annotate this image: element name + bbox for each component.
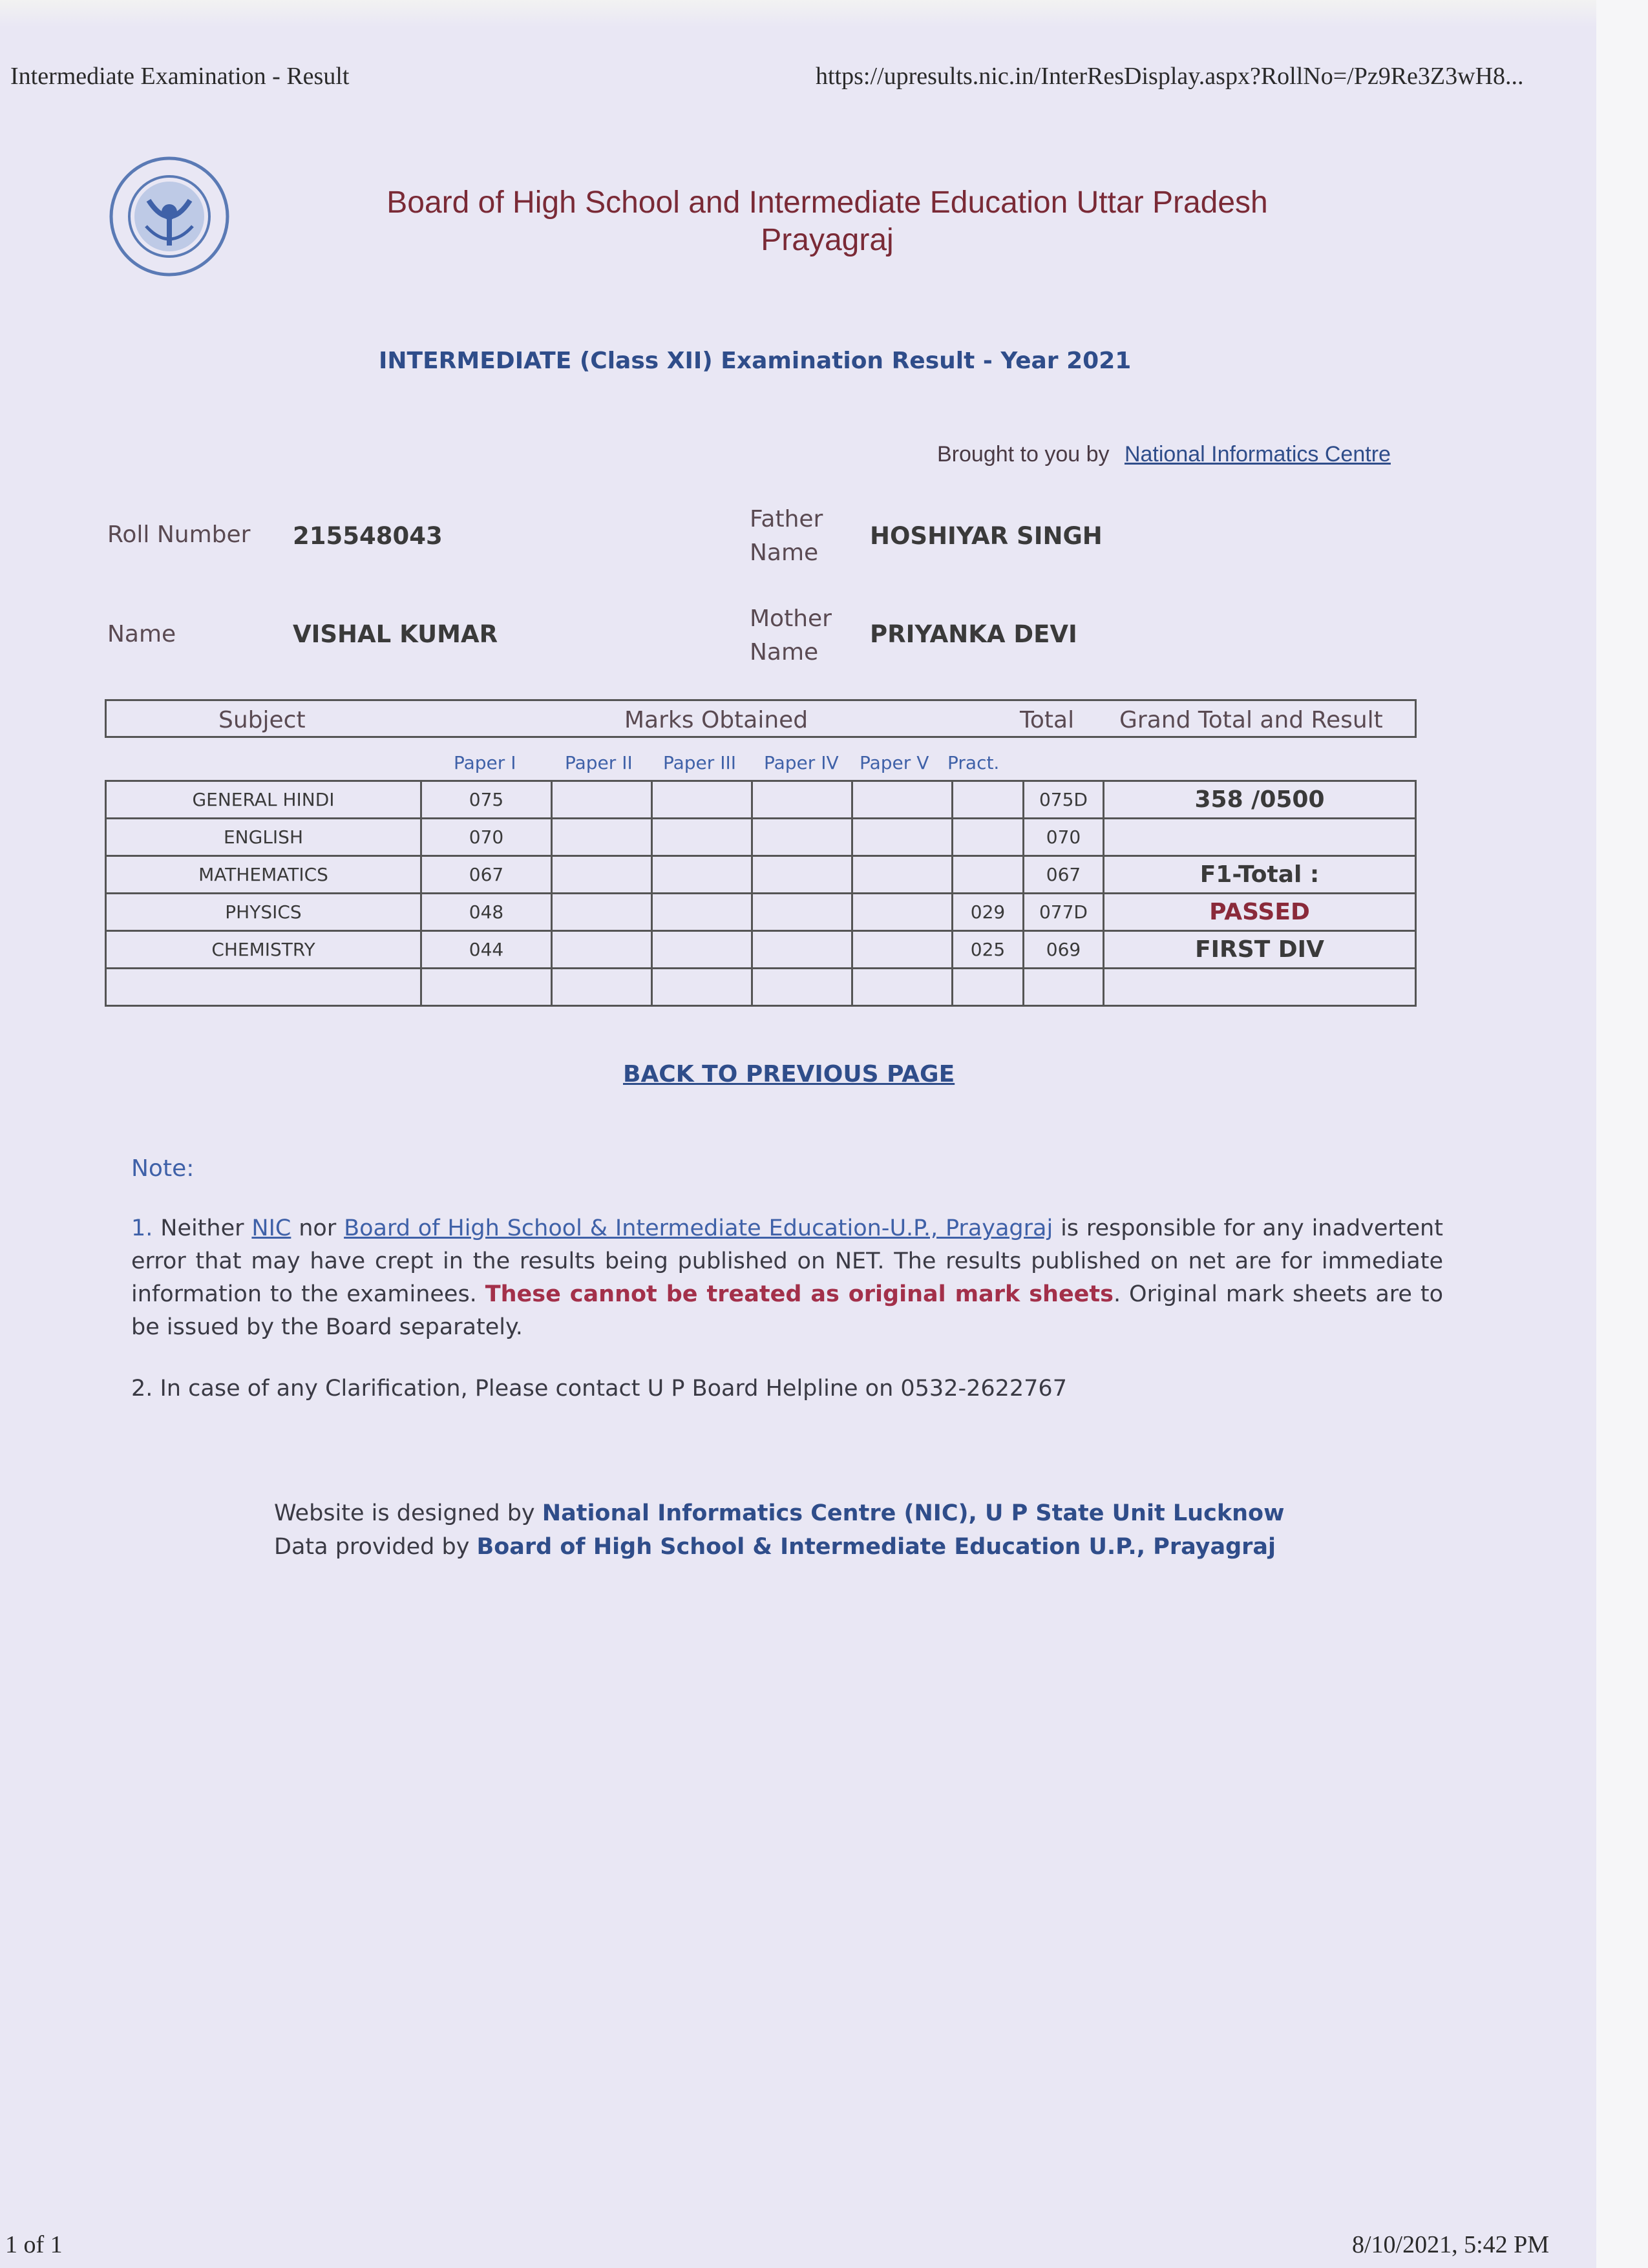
paper-3-header: Paper III xyxy=(663,752,736,773)
grand-total-cell xyxy=(1104,969,1416,1006)
paper-3-cell xyxy=(652,856,752,894)
name-label: Name xyxy=(107,621,176,647)
board-name-line1: Board of High School and Intermediate Education Uttar Pradesh xyxy=(386,185,1268,220)
practical-cell xyxy=(953,781,1024,819)
paper-4-header: Paper IV xyxy=(764,752,839,773)
table-row xyxy=(106,856,1416,894)
practical-cell: 025 xyxy=(953,931,1024,969)
up-government-emblem-icon xyxy=(103,155,235,278)
note-1-text-a: Neither xyxy=(160,1215,244,1241)
marks-table xyxy=(105,780,1417,1007)
paper-1-header: Paper I xyxy=(454,752,516,773)
note-1-number: 1. xyxy=(131,1215,153,1241)
paper-1-cell: 070 xyxy=(421,819,552,856)
paper-4-cell xyxy=(752,969,852,1006)
board-name xyxy=(310,184,1344,259)
paper-5-cell xyxy=(852,894,953,931)
paper-5-header: Paper V xyxy=(860,752,929,773)
paper-2-cell xyxy=(552,931,652,969)
father-name-value: HOSHIYAR SINGH xyxy=(870,522,1103,550)
print-page-number: 1 of 1 xyxy=(5,2231,63,2258)
print-header-url: https://upresults.nic.in/InterResDisplay.aspx?RollNo=/Pz9Re3Z3wH8... xyxy=(816,63,1524,90)
nic-link[interactable]: National Informatics Centre xyxy=(1124,442,1391,467)
note-2: 2. In case of any Clarification, Please contact U P Board Helpline on 0532-2622767 xyxy=(131,1376,1067,1402)
paper-2-cell xyxy=(552,819,652,856)
note-board-link[interactable]: Board of High School & Intermediate Education-U.P., Prayagraj xyxy=(344,1215,1053,1241)
paper-1-cell xyxy=(421,969,552,1006)
paper-4-cell xyxy=(752,781,852,819)
table-row xyxy=(106,969,1416,1006)
scan-top-band xyxy=(0,0,1648,27)
division-cell: FIRST DIV xyxy=(1104,931,1416,969)
paper-1-cell: 048 xyxy=(421,894,552,931)
roll-number-value: 215548043 xyxy=(293,522,443,550)
exam-title: INTERMEDIATE (Class XII) Examination Result - Year 2021 xyxy=(379,348,1132,374)
practical-header: Pract. xyxy=(947,752,1000,773)
paper-3-cell xyxy=(652,894,752,931)
father-label-line2: Name xyxy=(750,540,819,566)
mother-name-label xyxy=(750,602,832,669)
paper-5-cell xyxy=(852,931,953,969)
paper-3-cell xyxy=(652,781,752,819)
footer-nic-name: National Informatics Centre (NIC), U P State Unit Lucknow xyxy=(542,1500,1285,1526)
paper-1-cell: 044 xyxy=(421,931,552,969)
subject-cell: PHYSICS xyxy=(106,894,421,931)
board-name-line2: Prayagraj xyxy=(761,223,894,257)
subject-cell: ENGLISH xyxy=(106,819,421,856)
total-cell: 070 xyxy=(1024,819,1104,856)
subject-cell xyxy=(106,969,421,1006)
scan-paper-edge xyxy=(1596,0,1648,2268)
note-1-text-c: is responsible for any inadvertent error that may have crept in the results being published on NET. The results published on net are for immediate information to the examinees. xyxy=(131,1215,1443,1307)
footer-designed-by-text: Website is designed by xyxy=(274,1500,535,1526)
back-to-previous-page-link[interactable]: BACK TO PREVIOUS PAGE xyxy=(623,1061,955,1087)
practical-cell xyxy=(953,819,1024,856)
practical-cell xyxy=(953,856,1024,894)
paper-5-cell xyxy=(852,969,953,1006)
subject-cell: GENERAL HINDI xyxy=(106,781,421,819)
practical-cell: 029 xyxy=(953,894,1024,931)
paper-5-cell xyxy=(852,781,953,819)
practical-cell xyxy=(953,969,1024,1006)
table-row xyxy=(106,819,1416,856)
paper-4-cell xyxy=(752,931,852,969)
name-value: VISHAL KUMAR xyxy=(293,620,498,648)
paper-1-cell: 067 xyxy=(421,856,552,894)
paper-3-cell xyxy=(652,969,752,1006)
note-1-text-d: . Original mark sheets are to be issued by the Board separately. xyxy=(131,1281,1443,1340)
note-1 xyxy=(131,1212,1443,1344)
footer-board-name: Board of High School & Intermediate Education U.P., Prayagraj xyxy=(476,1534,1276,1560)
roll-number-label: Roll Number xyxy=(107,521,251,548)
grand-total-cell: F1-Total : xyxy=(1104,856,1416,894)
subject-header: Subject xyxy=(218,707,306,733)
note-nic-link[interactable]: NIC xyxy=(251,1215,291,1241)
note-1-text-b: nor xyxy=(299,1215,337,1241)
grand-total-cell: 358 /0500 xyxy=(1104,781,1416,819)
note-heading: Note: xyxy=(131,1155,195,1182)
grand-total-cell xyxy=(1104,819,1416,856)
total-cell: 067 xyxy=(1024,856,1104,894)
total-cell: 077D xyxy=(1024,894,1104,931)
father-name-label xyxy=(750,503,823,570)
total-cell: 075D xyxy=(1024,781,1104,819)
subject-cell: CHEMISTRY xyxy=(106,931,421,969)
brought-by-text: Brought to you by xyxy=(937,442,1110,467)
print-datetime: 8/10/2021, 5:42 PM xyxy=(1352,2231,1550,2258)
marks-obtained-header: Marks Obtained xyxy=(624,707,808,733)
paper-2-cell xyxy=(552,781,652,819)
paper-4-cell xyxy=(752,856,852,894)
paper-2-cell xyxy=(552,969,652,1006)
total-header: Total xyxy=(1020,707,1075,733)
paper-2-cell xyxy=(552,894,652,931)
paper-5-cell xyxy=(852,819,953,856)
table-row xyxy=(106,894,1416,931)
paper-4-cell xyxy=(752,894,852,931)
site-footer xyxy=(274,1496,1284,1564)
paper-2-cell xyxy=(552,856,652,894)
note-1-warning: These cannot be treated as original mark sheets xyxy=(485,1281,1114,1307)
paper-3-cell xyxy=(652,819,752,856)
table-row xyxy=(106,781,1416,819)
paper-4-cell xyxy=(752,819,852,856)
paper-5-cell xyxy=(852,856,953,894)
footer-line-2 xyxy=(274,1530,1284,1564)
total-cell: 069 xyxy=(1024,931,1104,969)
result-status-cell: PASSED xyxy=(1104,894,1416,931)
print-header-title: Intermediate Examination - Result xyxy=(10,63,350,90)
footer-line-1 xyxy=(274,1496,1284,1530)
footer-data-by-text: Data provided by xyxy=(274,1534,470,1560)
mother-label-line1: Mother xyxy=(750,605,832,632)
mother-label-line2: Name xyxy=(750,639,819,666)
subject-cell: MATHEMATICS xyxy=(106,856,421,894)
paper-3-cell xyxy=(652,931,752,969)
paper-2-header: Paper II xyxy=(565,752,633,773)
grand-total-header: Grand Total and Result xyxy=(1119,707,1383,733)
table-row xyxy=(106,931,1416,969)
total-cell xyxy=(1024,969,1104,1006)
father-label-line1: Father xyxy=(750,506,823,532)
brought-by xyxy=(937,442,1391,467)
paper-1-cell: 075 xyxy=(421,781,552,819)
mother-name-value: PRIYANKA DEVI xyxy=(870,620,1077,648)
